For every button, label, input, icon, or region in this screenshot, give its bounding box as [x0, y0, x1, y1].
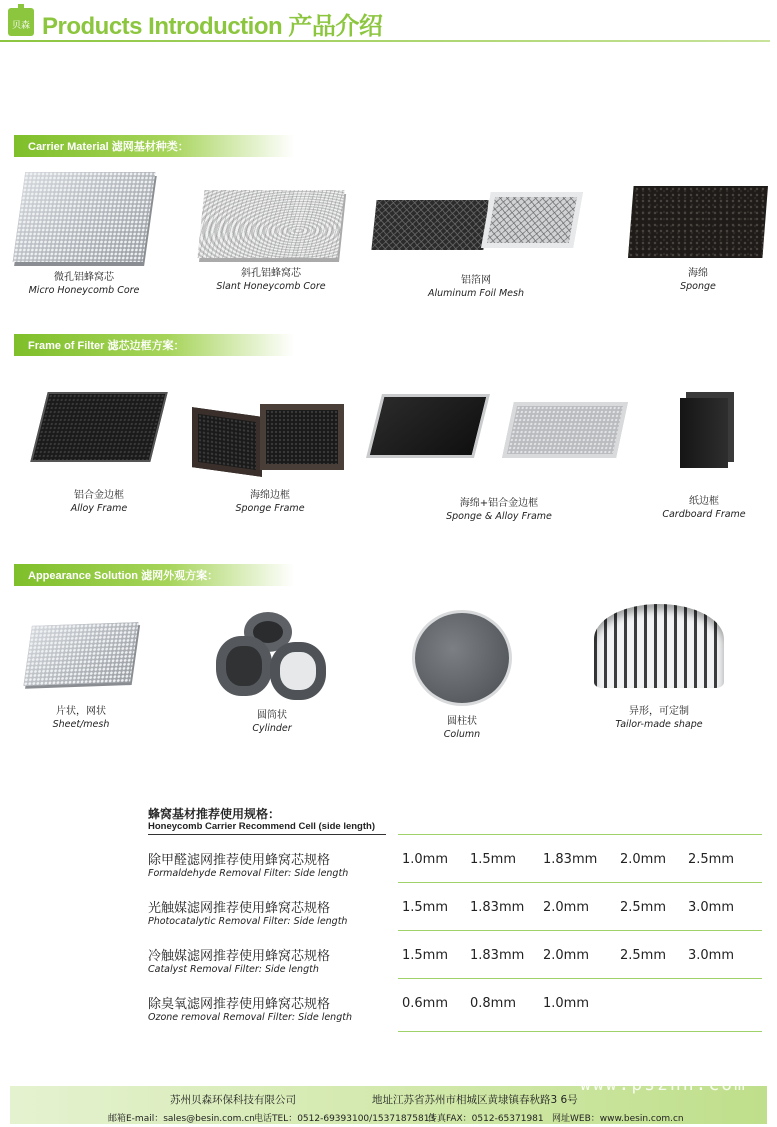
caption-cn: 圆柱状 [447, 716, 477, 727]
cell-divider [684, 1031, 762, 1032]
spec-cell: 2.5mm [620, 948, 667, 963]
spec-cell: 1.83mm [470, 948, 525, 963]
cardboard-frame-image [674, 392, 734, 470]
footer-company: 苏州贝森环保科技有限公司 [170, 1094, 296, 1106]
cell-divider [539, 882, 617, 883]
row-label-cn: 除甲醛滤网推荐使用蜂窝芯规格 [148, 853, 331, 868]
caption-en: Micro Honeycomb Core [28, 285, 140, 296]
caption-en: Alloy Frame [70, 503, 128, 514]
cell-divider [616, 930, 694, 931]
tailor-made-image [594, 604, 724, 688]
section-title: Carrier Material 滤网基材种类： [28, 141, 189, 153]
cell-divider [398, 882, 476, 883]
cell-divider [684, 834, 762, 835]
product-sponge [624, 186, 772, 292]
logo-text: 贝森 [11, 21, 31, 31]
footer-web: 网址WEB：www.besin.com.cn [552, 1114, 684, 1124]
caption-cn: 异形，可定制 [629, 706, 689, 717]
caption-en: Cardboard Frame [662, 509, 746, 520]
section-carrier-material [14, 135, 294, 157]
cell-divider [684, 882, 762, 883]
caption-cn: 海绵边框 [250, 490, 290, 501]
foil-mesh-dark-panel [371, 200, 488, 250]
product-tailor-made [592, 604, 726, 730]
cardboard-frame-box [680, 398, 728, 468]
spec-cell: 1.83mm [543, 852, 598, 867]
cell-divider [398, 930, 476, 931]
spec-cell: 0.6mm [402, 996, 449, 1011]
cell-divider [539, 978, 617, 979]
sponge-alloy-silver-panel [502, 402, 628, 458]
row-label-en: Photocatalytic Removal Filter: Side length [148, 916, 348, 927]
table-title-en: Honeycomb Carrier Recommend Cell (side length) [148, 821, 375, 832]
spec-cell: 3.0mm [688, 948, 735, 963]
spec-cell: 1.0mm [543, 996, 590, 1011]
cell-divider [684, 930, 762, 931]
cylinder-right [270, 642, 326, 700]
section-appearance-solution [14, 564, 294, 586]
caption-en: Sponge & Alloy Frame [446, 511, 552, 522]
row-label-en: Formaldehyde Removal Filter: Side length [148, 868, 349, 879]
spec-cell: 1.83mm [470, 900, 525, 915]
product-alloy-frame [34, 392, 164, 514]
cell-divider [466, 930, 544, 931]
company-logo-icon [6, 4, 36, 38]
spec-cell: 2.0mm [620, 852, 667, 867]
table-title-underline [148, 834, 386, 835]
caption-cn: 纸边框 [689, 496, 719, 507]
watermark: www.pszhn.com [580, 1074, 747, 1095]
product-sponge-alloy-frame [370, 390, 628, 522]
spec-cell: 2.0mm [543, 900, 590, 915]
table-title-cn: 蜂窝基材推荐使用规格： [148, 807, 281, 821]
caption-cn: 海绵+铝合金边框 [459, 498, 539, 509]
product-cylinder [214, 610, 330, 734]
cell-divider [466, 882, 544, 883]
cell-divider [539, 834, 617, 835]
spec-cell: 2.5mm [688, 852, 735, 867]
foil-mesh-light-panel [481, 192, 583, 248]
caption-cn: 海绵 [688, 268, 708, 279]
section-title: Frame of Filter 滤芯边框方案： [28, 340, 185, 352]
micro-honeycomb-image [13, 172, 156, 262]
row-label-en: Ozone removal Removal Filter: Side length [148, 1012, 352, 1023]
cell-divider [616, 882, 694, 883]
footer-email: 邮箱E-mail：sales@besin.com.cn [108, 1114, 255, 1124]
caption-en: Sponge Frame [235, 503, 305, 514]
caption-cn: 圆筒状 [257, 710, 287, 721]
sheet-mesh-image [23, 622, 138, 686]
sponge-image [628, 186, 768, 258]
cylinder-image [214, 610, 330, 700]
page-title: Products Introduction 产品介绍 [42, 13, 383, 40]
header-divider [0, 40, 770, 42]
cell-divider [466, 834, 544, 835]
sponge-alloy-frame-image [370, 390, 628, 470]
caption-cn: 微孔铝蜂窝芯 [54, 272, 114, 283]
section-frame-of-filter [14, 334, 294, 356]
cell-divider [539, 930, 617, 931]
cell-divider [466, 1031, 544, 1032]
spec-cell: 3.0mm [688, 900, 735, 915]
cell-divider [466, 978, 544, 979]
caption-en: Sheet/mesh [52, 719, 110, 730]
cell-divider [616, 978, 694, 979]
sponge-frame-block-left [192, 407, 262, 477]
section-title: Appearance Solution 滤网外观方案： [28, 570, 219, 582]
caption-cn: 铝合金边框 [74, 490, 124, 501]
sponge-frame-block-right [260, 404, 344, 470]
foil-mesh-image [370, 190, 582, 255]
caption-en: Column [443, 729, 481, 740]
cell-divider [616, 1031, 694, 1032]
row-label-cn: 光触媒滤网推荐使用蜂窝芯规格 [148, 901, 331, 916]
footer-tel: 电话TEL：0512-69393100/15371875813 [254, 1114, 436, 1124]
product-aluminum-foil-mesh [370, 190, 582, 299]
caption-en: Aluminum Foil Mesh [428, 288, 524, 299]
page-header [0, 0, 777, 44]
product-slant-honeycomb [196, 190, 346, 292]
spec-cell: 1.0mm [402, 852, 449, 867]
product-cardboard-frame [650, 392, 758, 520]
caption-cn: 铝箔网 [461, 275, 491, 286]
cell-divider [398, 978, 476, 979]
cylinder-left [216, 636, 272, 696]
cell-divider [684, 978, 762, 979]
spec-cell: 1.5mm [402, 948, 449, 963]
slant-honeycomb-image [197, 190, 344, 258]
row-label-en: Catalyst Removal Filter: Side length [148, 964, 319, 975]
cell-divider [398, 1031, 476, 1032]
sponge-frame-image [190, 402, 350, 482]
caption-en: Sponge [680, 281, 716, 292]
spec-cell: 2.0mm [543, 948, 590, 963]
sponge-alloy-black-panel [366, 394, 490, 458]
footer-fax: 传真FAX：0512-65371981 [428, 1114, 544, 1124]
caption-en: Slant Honeycomb Core [216, 281, 326, 292]
product-sponge-frame [190, 402, 350, 514]
cell-divider [539, 1031, 617, 1032]
caption-cn: 斜孔铝蜂窝芯 [241, 268, 301, 279]
cell-divider [616, 834, 694, 835]
alloy-frame-image [30, 392, 167, 462]
footer-address: 地址江苏省苏州市相城区黄埭镇春秋路3 6号 [372, 1094, 578, 1106]
cell-divider [398, 834, 476, 835]
row-label-cn: 冷触媒滤网推荐使用蜂窝芯规格 [148, 949, 331, 964]
caption-en: Tailor-made shape [615, 719, 703, 730]
product-micro-honeycomb [14, 172, 154, 296]
product-column [410, 610, 514, 740]
spec-cell: 1.5mm [470, 852, 517, 867]
column-image [412, 610, 512, 706]
spec-cell: 0.8mm [470, 996, 517, 1011]
spec-cell: 1.5mm [402, 900, 449, 915]
caption-cn: 片状，网状 [56, 706, 106, 717]
spec-cell: 2.5mm [620, 900, 667, 915]
caption-en: Cylinder [252, 723, 292, 734]
product-sheet-mesh [22, 624, 140, 730]
row-label-cn: 除臭氧滤网推荐使用蜂窝芯规格 [148, 997, 331, 1012]
